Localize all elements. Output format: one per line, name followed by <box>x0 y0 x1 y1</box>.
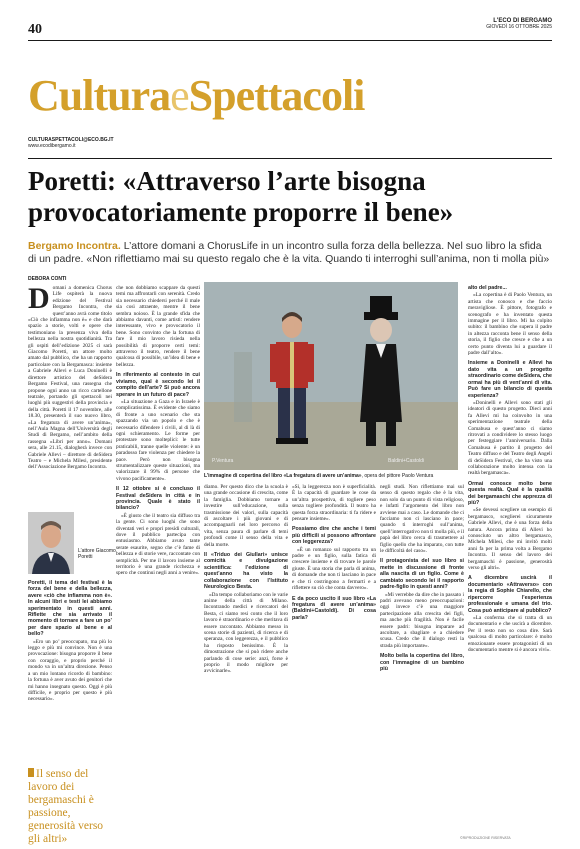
top-rule <box>28 40 552 41</box>
article-headline: Poretti: «Attraverso l’arte bisogna provocatoriamente proporre il bene» <box>28 166 454 227</box>
col6-answer-11: «Se devessi scegliere un esempio di bergamasco, sceglierei sicuramente Gabriele Allevi, che è una forza della natura. Ancora prima di Allevi ho conosciuto un altro bergamasco, Michela Milesi, che mi invitò molti anni fa per la prima volta a Bergamo Incontra. Il senso del lavoro dei bergamaschi è passione, generosità verso gli altri». <box>468 507 552 572</box>
col2-answer-2: «La situazione a Gaza e in Israele è complicatissima. È evidente che siamo di fronte a uno scenario che sta spazzando via un popolo e che è necessario difendere i civili, al di là di ogni schieramento. Le forme per protestare sono molteplici: le tutte praticabili, tranne quelle violente: è un paradosso fare violenza per chiedere la pace. Però non bisogna strumentalizzare queste situazioni, ma valorizzare il 99% di persone che vivono pacificamente». <box>116 398 200 482</box>
section-web[interactable]: www.ecodibergamo.it <box>28 143 76 149</box>
section-rule <box>28 158 552 159</box>
col1-p1: omani a domenica Chorus Life ospiterà la nuova edizione del Festival Bergamo Incontra, che quest’anno avrà come titolo «Ciò che infiamma non è» e che darà spazio a storie, volti e opere che testimoniano la presenza viva della bellezza nella nostra quotidianità. Tra gli ospiti dell’edizione 2025 ci sarà Giacomo Poretti, un attore molto amato dal pubblico, che ha un rapporto particolare con la Bergamasca: insieme a Gabriele Allevi e Luca Doninelli è direttore artistico del deSidera Bergamo Festival, una rassegna che propone ogni anno un ricco cartellone teatrale, portando gli spettacoli nei luoghi più suggestivi della provincia e della città. Poretti il 17 novembre, alle 18.30, presenterà il suo nuovo libro, «La fregatura di avere un’anima», nell’Aula Magna dell’Università degli Studi di Bergamo, nell’ambito della rassegna «Libri per anno». Domani sera, alle 21.15, dialogherà invece con Gabriele Allevi – direttore di deSidera Teatro – e Michela Milesi, presidente dell’Associazione Bergamo Incontra. <box>28 285 112 471</box>
col4-answer-5: «È un romanzo sul rapporto tra un padre e un figlio, sulla fatica di crescere insieme e di trovare le parole giuste. È una storia che parla di anima, di domande che non ti lasciano in pace e che ti costringono a fermarti e a riflettere su ciò che conta davvero». <box>292 546 376 592</box>
column-3 <box>204 484 288 830</box>
page-number: 40 <box>28 22 42 37</box>
subhead-text: L’attore domani a ChorusLife in un incontro sulla forza della bellezza. Nel suo libro la sfida di un padre. «Non riflettiamo mai su questo regalo che è la vita. Quando ti interroghi sull’anima, non ti molla più» <box>28 240 550 265</box>
section-email[interactable]: CULTURASPETTACOLI@ECO.BG.IT <box>28 137 114 143</box>
paper-name: L'ECO DI BERGAMO <box>493 18 552 24</box>
masthead <box>0 18 552 30</box>
col6-answer-9: «La copertina è di Paolo Ventura, un artista che conosco e che faccio meravigliose. È pittore, fotografo e scenografo e ha inventato questa immagine per il libro. Mi ha colpito subito: il bambino che supera il padre in altezza racconta bene il senso della storia, il figlio che cresce e che a un certo punto diventa lui a guardare il padre dall’alto». <box>468 292 552 357</box>
copyright-notice: ©RIPRODUZIONE RISERVATA <box>460 836 511 840</box>
cover-illustration <box>204 282 458 470</box>
col6-answer-12: «La conferma che si tratta di un documentario e che uscirà a dicembre. Per il resto non so cosa dire. Sarà qualcosa di molto particolare: è molto emozionante essere protagonisti di un documentario mentre si è ancora vivi». <box>468 614 552 653</box>
question-6: E da poco uscito il suo libro «La fregatura di avere un’anima» (Baldini+Castoldi). Di cosa parla? <box>292 595 376 621</box>
caption-bold: L’immagine di copertina del libro «La fregatura di avere un’anima» <box>204 473 362 479</box>
section-title <box>28 73 364 119</box>
question-7: Il protagonista del suo libro si mette in discussione di fronte alla nascita di un figlio. Come è cambiato secondo lei il rapporto padre-figlio in questi anni? <box>380 558 464 591</box>
quote-mark <box>28 768 34 777</box>
column-6 <box>468 285 552 833</box>
portrait-illustration <box>28 512 74 574</box>
col3-p1: diamo. Per questo dico che la scuola è una grande occasione di crescita, come la famiglia. Dobbiamo tornare a investire sull’educazione, sulla trasmissione dei valori, sulla capacità di ascoltare i più giovani e di accompagnarli nel loro percorso di vita, senza paura di parlare di temi profondi come il senso della vita e della morte. <box>204 484 288 548</box>
question-12: A dicembre uscirà il documentario «Attraverso» con la regia di Sophie Chiarello, che ripercorre l’esperienza professionale e umana del trio. Cosa può anticipare al pubblico? <box>468 575 552 614</box>
issue-date: GIOVEDÌ 16 OTTOBRE 2025 <box>486 24 552 30</box>
cover-photo <box>204 282 458 470</box>
subhead-kicker: Bergamo Incontra. <box>28 240 121 252</box>
pull-quote <box>28 768 112 846</box>
article-subhead <box>28 240 552 266</box>
col2-p1: che non dobbiamo scappare da questi temi ma affrontarli con serenità. Credo sia necessario chiedersi perché il male sia così attraente, mentre il bene sembra noioso. È la grande sfida che abbiamo davanti, come artisti: rendere interessante, vivo e provocatorio il bene. Sono convinto che la fortuna di fare il mio lavoro risieda nella possibilità di proporre certi temi: attraverso il teatro, rendere il bene qualcosa di possibile, un’idea di bene e bellezza. <box>116 285 200 368</box>
section-contacts <box>28 137 114 149</box>
portrait-caption: L’attore Giacomo Poretti <box>78 548 116 560</box>
col6-answer-10: «Doninelli e Allevi sono stati gli ideatori di questo progetto. Dieci anni fa Allevi mi ha coinvolto in una sperimentazione teatrale della Comabusa e quest’anno ci siamo ritrovati a condividere lo stesso luogo per festeggiare l’anniversario. Dalla Comabusa è partito il progetto del Teatro diffuso e del Teatro degli Angeli di deSidera Festival, che ha visto una collaborazione molto intensa con la realtà bergamasca». <box>468 399 552 477</box>
caption-rest: , opera del pittore Paolo Ventura <box>361 473 434 479</box>
section-title-e: e <box>170 71 189 120</box>
question-3: Il 12 ottobre si è concluso il Festival deSidera in città e in provincia. Quale è stato il bilancio? <box>116 486 200 512</box>
byline: DEBORA CONTI <box>28 276 67 282</box>
question-5: Possiamo dire che anche i temi più difficili si possono affrontare con leggerezza? <box>292 526 376 546</box>
photo-caption <box>204 473 464 479</box>
col1-answer-1: «Ero un po’ preoccupato, ma più lo leggo e più mi convince. Non è una provocazione: bisogna proporre il bene con coraggio, e proprio perché il mondo va in un’altra direzione. Penso a un mio lontano ricordo di bambino: la fortuna è aver avuto dei genitori che mi hanno insegnato questo. Oggi è più difficile, e proprio per questo è più necessario». <box>28 638 112 703</box>
question-9: alto del padre... <box>468 285 507 291</box>
column-5 <box>380 484 464 830</box>
pull-quote-text: Il senso del lavoro dei bergamaschi è passione, generosità verso gli altri» <box>28 768 104 845</box>
question-2: In riferimento al contesto in cui viviamo, qual è secondo lei il compito dell’arte? Si può ancora sperare in un futuro di pace? <box>116 372 200 398</box>
col5-answer-7: «Mi verrebbe da dire che in passato i padri avevano meno preoccupazioni: oggi invece c’è una maggiore partecipazione alla crescita dei figli, ma anche più fragilità. Non è facile essere padri: bisogna imparare ad ascoltare, a sbagliare e a chiedere scusa. Credo che il dialogo resti la strada più importante». <box>380 591 464 649</box>
question-4: Il «Triduo dei Giullari» unisce comicità e divulgazione scientifica: l’edizione di quest’anno ha visto la collaborazione con l’Istituto Neurologico Besta. <box>204 552 288 591</box>
col3-answer-4: «Da tempo collaboriamo con le varie anime della città di Milano. Incontrando medici e ricercatori del Besta, ci siamo resi conto che il loro lavoro è straordinario e che meritava di essere raccontato. Abbiamo messo in scena storie di pazienti, di ricerca e di speranza, con leggerezza, e il pubblico ha risposto benissimo. È la dimostrazione che si può ridere anche parlando di cose serie: anzi, forse è proprio il modo migliore per avvicinarle». <box>204 591 288 675</box>
col2-answer-3: «È giusto che il teatro sia diffuso tra la gente. Ci sono luoghi che sono diventati veri e propri presìdi culturali, dove il pubblico partecipa con entusiasmo. Abbiamo avuto tante serate esaurite, segno che c’è fame di bellezza e di storie vere, raccontate con semplicità. Per me il lavoro insieme al territorio è una grande ricchezza e spero che continui negli anni a venire». <box>116 512 200 577</box>
question-8: Molto bella la copertina del libro, con l’immagine di un bambino più <box>380 653 464 672</box>
portrait-photo <box>28 512 74 574</box>
question-11: Ormai conosce molto bene questa realtà. Qual è la qualità dei bergamaschi che apprezza di più? <box>468 480 552 506</box>
photo-publisher-signature: Baldini+Castoldi <box>388 458 424 464</box>
drop-cap: D <box>28 285 50 315</box>
column-1 <box>28 285 112 507</box>
column-4 <box>292 484 376 830</box>
question-10: Insieme a Doninelli e Allevi ha dato vita a un progetto straordinario come deSidera, che ormai ha più di vent’anni di vita. Può fare un bilancio di questa esperienza? <box>468 360 552 399</box>
column-2 <box>116 285 200 830</box>
col5-p1: negli studi. Non riflettiamo mai sul senso di questo regalo che è la vita, non solo da un punto di vista religioso, e infatti l’argomento del libro non avviene mai a caso. Le domande che ci facciamo non ci lasciano in pace; quando ti interroghi sull’anima, quell’interrogativo non ti molla più, e il papà del libro cerca di trasmettere al figlio quello che ha imparato, con tutte le difficoltà del caso». <box>380 484 464 555</box>
column-1b <box>28 580 112 762</box>
section-title-a: Cultura <box>28 71 171 120</box>
photo-artist-signature: P.Ventura <box>212 458 234 464</box>
col4-p1: «Sì, la leggerezza non è superficialità. È la capacità di guardare le cose da un’altra prospettiva, di togliere peso senza togliere profondità. Il teatro ha questa forza straordinaria: ti fa ridere e pensare insieme». <box>292 484 376 523</box>
question-1: Poretti, il tema del festival è la forza del bene e della bellezza, avere «ciò che infiamma non è». In alcuni libri e testi lei abbiamo sperimentato in questi anni. Riflette che sia arrivato il momento di tornare a fare un po’ per dare spazio al bene e al bello? <box>28 580 112 638</box>
section-title-b: Spettacoli <box>188 71 365 120</box>
